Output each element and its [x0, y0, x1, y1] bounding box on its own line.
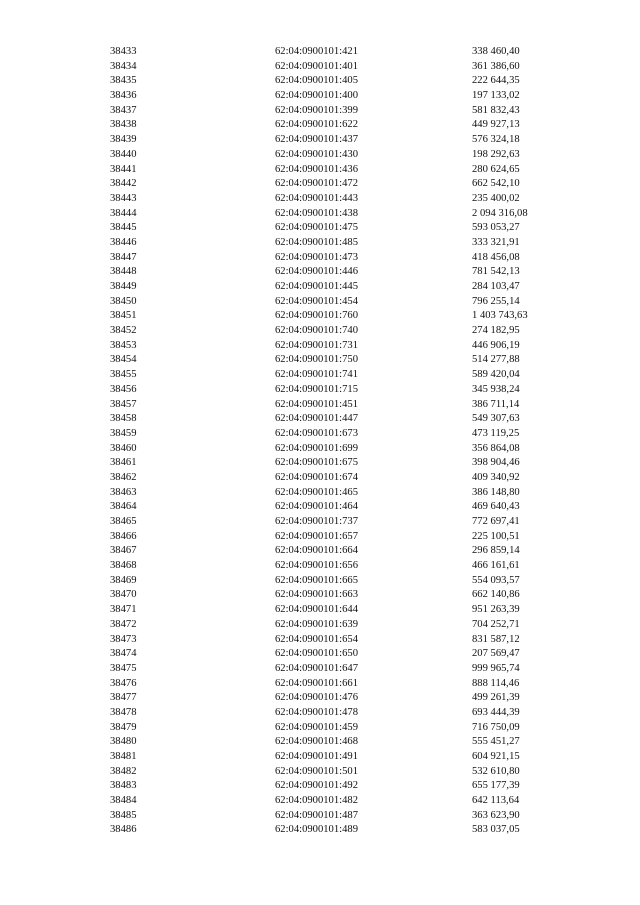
table-row: [0, 177, 640, 192]
cadastral-value: 999 965,74: [472, 662, 520, 674]
table-row: [0, 251, 640, 266]
table-row: [0, 163, 640, 178]
cadastral-value: 361 386,60: [472, 60, 520, 72]
table-row: [0, 794, 640, 809]
cadastral-number: 62:04:0900101:741: [275, 369, 358, 381]
row-number: 38455: [110, 369, 137, 381]
row-number: 38452: [110, 325, 137, 337]
table-row: [0, 236, 640, 251]
table-row: [0, 207, 640, 222]
table-row: [0, 74, 640, 89]
row-number: 38454: [110, 354, 137, 366]
table-row: [0, 691, 640, 706]
cadastral-value: 198 292,63: [472, 148, 520, 160]
cadastral-number: 62:04:0900101:661: [275, 677, 358, 689]
cadastral-number: 62:04:0900101:436: [275, 163, 358, 175]
cadastral-value: 831 587,12: [472, 633, 520, 645]
row-number: 38442: [110, 178, 137, 190]
cadastral-value: 207 569,47: [472, 648, 520, 660]
cadastral-number: 62:04:0900101:731: [275, 339, 358, 351]
cadastral-number: 62:04:0900101:400: [275, 90, 358, 102]
table-row: [0, 662, 640, 677]
table-row: [0, 471, 640, 486]
cadastral-number: 62:04:0900101:489: [275, 824, 358, 836]
row-number: 38457: [110, 398, 137, 410]
cadastral-value: 409 340,92: [472, 471, 520, 483]
cadastral-value: 345 938,24: [472, 383, 520, 395]
cadastral-number: 62:04:0900101:438: [275, 207, 358, 219]
table-row: [0, 89, 640, 104]
table-row: [0, 515, 640, 530]
row-number: 38450: [110, 295, 137, 307]
cadastral-number: 62:04:0900101:750: [275, 354, 358, 366]
cadastral-number: 62:04:0900101:454: [275, 295, 358, 307]
table-row: [0, 324, 640, 339]
cadastral-value: 549 307,63: [472, 413, 520, 425]
cadastral-number: 62:04:0900101:487: [275, 809, 358, 821]
cadastral-number: 62:04:0900101:663: [275, 589, 358, 601]
cadastral-number: 62:04:0900101:485: [275, 236, 358, 248]
cadastral-number: 62:04:0900101:664: [275, 545, 358, 557]
cadastral-value: 473 119,25: [472, 427, 520, 439]
table-row: [0, 530, 640, 545]
table-row: [0, 544, 640, 559]
row-number: 38464: [110, 501, 137, 513]
table-row: [0, 192, 640, 207]
cadastral-value: 197 133,02: [472, 90, 520, 102]
cadastral-number: 62:04:0900101:740: [275, 325, 358, 337]
row-number: 38468: [110, 560, 137, 572]
table-row: [0, 398, 640, 413]
cadastral-value: 356 864,08: [472, 442, 520, 454]
cadastral-number: 62:04:0900101:401: [275, 60, 358, 72]
table-row: [0, 265, 640, 280]
cadastral-value: 333 321,91: [472, 236, 520, 248]
cadastral-value: 532 610,80: [472, 765, 520, 777]
cadastral-number: 62:04:0900101:399: [275, 104, 358, 116]
cadastral-value: 469 640,43: [472, 501, 520, 513]
table-row: [0, 809, 640, 824]
row-number: 38458: [110, 413, 137, 425]
table-row: [0, 647, 640, 662]
table-row: [0, 588, 640, 603]
cadastral-number: 62:04:0900101:492: [275, 780, 358, 792]
row-number: 38436: [110, 90, 137, 102]
cadastral-value: 781 542,13: [472, 266, 520, 278]
row-number: 38453: [110, 339, 137, 351]
table-row: [0, 765, 640, 780]
row-number: 38473: [110, 633, 137, 645]
row-number: 38486: [110, 824, 137, 836]
cadastral-number: 62:04:0900101:447: [275, 413, 358, 425]
row-number: 38476: [110, 677, 137, 689]
table-row: [0, 677, 640, 692]
row-number: 38466: [110, 530, 137, 542]
cadastral-number: 62:04:0900101:639: [275, 618, 358, 630]
cadastral-value: 514 277,88: [472, 354, 520, 366]
row-number: 38456: [110, 383, 137, 395]
row-number: 38460: [110, 442, 137, 454]
cadastral-value: 449 927,13: [472, 119, 520, 131]
table-row: [0, 486, 640, 501]
cadastral-value: 581 832,43: [472, 104, 520, 116]
table-row: [0, 280, 640, 295]
table-row: [0, 618, 640, 633]
cadastral-value: 386 711,14: [472, 398, 520, 410]
cadastral-number: 62:04:0900101:405: [275, 75, 358, 87]
cadastral-value: 642 113,64: [472, 795, 520, 807]
table-row: [0, 706, 640, 721]
table-row: [0, 60, 640, 75]
row-number: 38439: [110, 134, 137, 146]
cadastral-value-table: [0, 45, 640, 838]
cadastral-number: 62:04:0900101:657: [275, 530, 358, 542]
row-number: 38482: [110, 765, 137, 777]
row-number: 38433: [110, 46, 137, 57]
cadastral-number: 62:04:0900101:459: [275, 721, 358, 733]
table-row: [0, 633, 640, 648]
cadastral-value: 593 053,27: [472, 222, 520, 234]
cadastral-value: 466 161,61: [472, 560, 520, 572]
row-number: 38474: [110, 648, 137, 660]
cadastral-number: 62:04:0900101:674: [275, 471, 358, 483]
cadastral-value: 280 624,65: [472, 163, 520, 175]
cadastral-number: 62:04:0900101:451: [275, 398, 358, 410]
cadastral-value: 604 921,15: [472, 751, 520, 762]
row-number: 38470: [110, 589, 137, 601]
row-number: 38463: [110, 486, 137, 498]
table-row: [0, 574, 640, 589]
cadastral-number: 62:04:0900101:673: [275, 427, 358, 439]
cadastral-number: 62:04:0900101:656: [275, 560, 358, 572]
cadastral-number: 62:04:0900101:654: [275, 633, 358, 645]
table-row: [0, 427, 640, 442]
cadastral-number: 62:04:0900101:445: [275, 281, 358, 292]
row-number: 38434: [110, 60, 137, 72]
cadastral-number: 62:04:0900101:468: [275, 736, 358, 748]
row-number: 38459: [110, 427, 137, 439]
table-row: [0, 339, 640, 354]
cadastral-value: 704 252,71: [472, 618, 520, 630]
cadastral-value: 363 623,90: [472, 809, 520, 821]
cadastral-value: 951 263,39: [472, 604, 520, 616]
cadastral-value: 554 093,57: [472, 574, 520, 586]
cadastral-value: 499 261,39: [472, 692, 520, 704]
row-number: 38469: [110, 574, 137, 586]
table-row: [0, 456, 640, 471]
row-number: 38479: [110, 721, 137, 733]
table-row: [0, 442, 640, 457]
cadastral-number: 62:04:0900101:430: [275, 148, 358, 160]
table-row: [0, 559, 640, 574]
cadastral-number: 62:04:0900101:622: [275, 119, 358, 131]
row-number: 38448: [110, 266, 137, 278]
table-row: [0, 412, 640, 427]
cadastral-value: 296 859,14: [472, 545, 520, 557]
cadastral-number: 62:04:0900101:473: [275, 251, 358, 263]
cadastral-value: 662 140,86: [472, 589, 520, 601]
cadastral-value: 589 420,04: [472, 369, 520, 381]
cadastral-number: 62:04:0900101:699: [275, 442, 358, 454]
row-number: 38437: [110, 104, 137, 116]
cadastral-value: 662 542,10: [472, 178, 520, 190]
row-number: 38451: [110, 310, 137, 322]
cadastral-number: 62:04:0900101:464: [275, 501, 358, 513]
cadastral-value: 583 037,05: [472, 824, 520, 836]
cadastral-number: 62:04:0900101:760: [275, 310, 358, 322]
row-number: 38485: [110, 809, 137, 821]
cadastral-number: 62:04:0900101:491: [275, 751, 358, 762]
table-row: [0, 45, 640, 60]
row-number: 38480: [110, 736, 137, 748]
table-row: [0, 148, 640, 163]
cadastral-value: 398 904,46: [472, 457, 520, 469]
table-row: [0, 823, 640, 838]
cadastral-number: 62:04:0900101:446: [275, 266, 358, 278]
row-number: 38441: [110, 163, 137, 175]
row-number: 38471: [110, 604, 137, 616]
row-number: 38475: [110, 662, 137, 674]
row-number: 38472: [110, 618, 137, 630]
cadastral-number: 62:04:0900101:665: [275, 574, 358, 586]
cadastral-value: 225 100,51: [472, 530, 520, 542]
cadastral-number: 62:04:0900101:475: [275, 222, 358, 234]
row-number: 38467: [110, 545, 137, 557]
table-row: [0, 133, 640, 148]
cadastral-value: 716 750,09: [472, 721, 520, 733]
table-row: [0, 500, 640, 515]
row-number: 38478: [110, 706, 137, 718]
cadastral-number: 62:04:0900101:421: [275, 46, 358, 57]
cadastral-value: 2 094 316,08: [472, 207, 528, 219]
cadastral-number: 62:04:0900101:644: [275, 604, 358, 616]
cadastral-value: 693 444,39: [472, 706, 520, 718]
row-number: 38477: [110, 692, 137, 704]
cadastral-number: 62:04:0900101:737: [275, 516, 358, 527]
row-number: 38435: [110, 75, 137, 87]
cadastral-value: 338 460,40: [472, 46, 520, 57]
table-row: [0, 295, 640, 310]
cadastral-value: 235 400,02: [472, 192, 520, 204]
cadastral-value: 1 403 743,63: [472, 310, 528, 322]
cadastral-value: 655 177,39: [472, 780, 520, 792]
table-row: [0, 309, 640, 324]
cadastral-number: 62:04:0900101:472: [275, 178, 358, 190]
cadastral-number: 62:04:0900101:478: [275, 706, 358, 718]
row-number: 38444: [110, 207, 137, 219]
table-row: [0, 735, 640, 750]
cadastral-value: 888 114,46: [472, 677, 520, 689]
cadastral-value: 796 255,14: [472, 295, 520, 307]
cadastral-number: 62:04:0900101:501: [275, 765, 358, 777]
row-number: 38481: [110, 751, 137, 762]
cadastral-value: 274 182,95: [472, 325, 520, 337]
cadastral-value: 446 906,19: [472, 339, 520, 351]
cadastral-number: 62:04:0900101:650: [275, 648, 358, 660]
table-row: [0, 221, 640, 236]
row-number: 38465: [110, 516, 137, 527]
row-number: 38445: [110, 222, 137, 234]
cadastral-number: 62:04:0900101:675: [275, 457, 358, 469]
cadastral-number: 62:04:0900101:443: [275, 192, 358, 204]
cadastral-value: 284 103,47: [472, 281, 520, 292]
cadastral-number: 62:04:0900101:437: [275, 134, 358, 146]
row-number: 38484: [110, 795, 137, 807]
row-number: 38446: [110, 236, 137, 248]
table-row: [0, 603, 640, 618]
table-row: [0, 368, 640, 383]
row-number: 38462: [110, 471, 137, 483]
cadastral-number: 62:04:0900101:465: [275, 486, 358, 498]
cadastral-value: 386 148,80: [472, 486, 520, 498]
table-row: [0, 104, 640, 119]
cadastral-value: 222 644,35: [472, 75, 520, 87]
row-number: 38449: [110, 281, 137, 292]
cadastral-number: 62:04:0900101:647: [275, 662, 358, 674]
cadastral-number: 62:04:0900101:715: [275, 383, 358, 395]
table-row: [0, 383, 640, 398]
cadastral-value: 418 456,08: [472, 251, 520, 263]
row-number: 38440: [110, 148, 137, 160]
row-number: 38461: [110, 457, 137, 469]
cadastral-number: 62:04:0900101:482: [275, 795, 358, 807]
cadastral-value: 772 697,41: [472, 516, 520, 527]
table-row: [0, 750, 640, 765]
row-number: 38447: [110, 251, 137, 263]
row-number: 38443: [110, 192, 137, 204]
cadastral-number: 62:04:0900101:476: [275, 692, 358, 704]
table-row: [0, 118, 640, 133]
cadastral-value: 555 451,27: [472, 736, 520, 748]
row-number: 38483: [110, 780, 137, 792]
row-number: 38438: [110, 119, 137, 131]
cadastral-value: 576 324,18: [472, 134, 520, 146]
table-row: [0, 779, 640, 794]
table-row: [0, 721, 640, 736]
table-row: [0, 353, 640, 368]
